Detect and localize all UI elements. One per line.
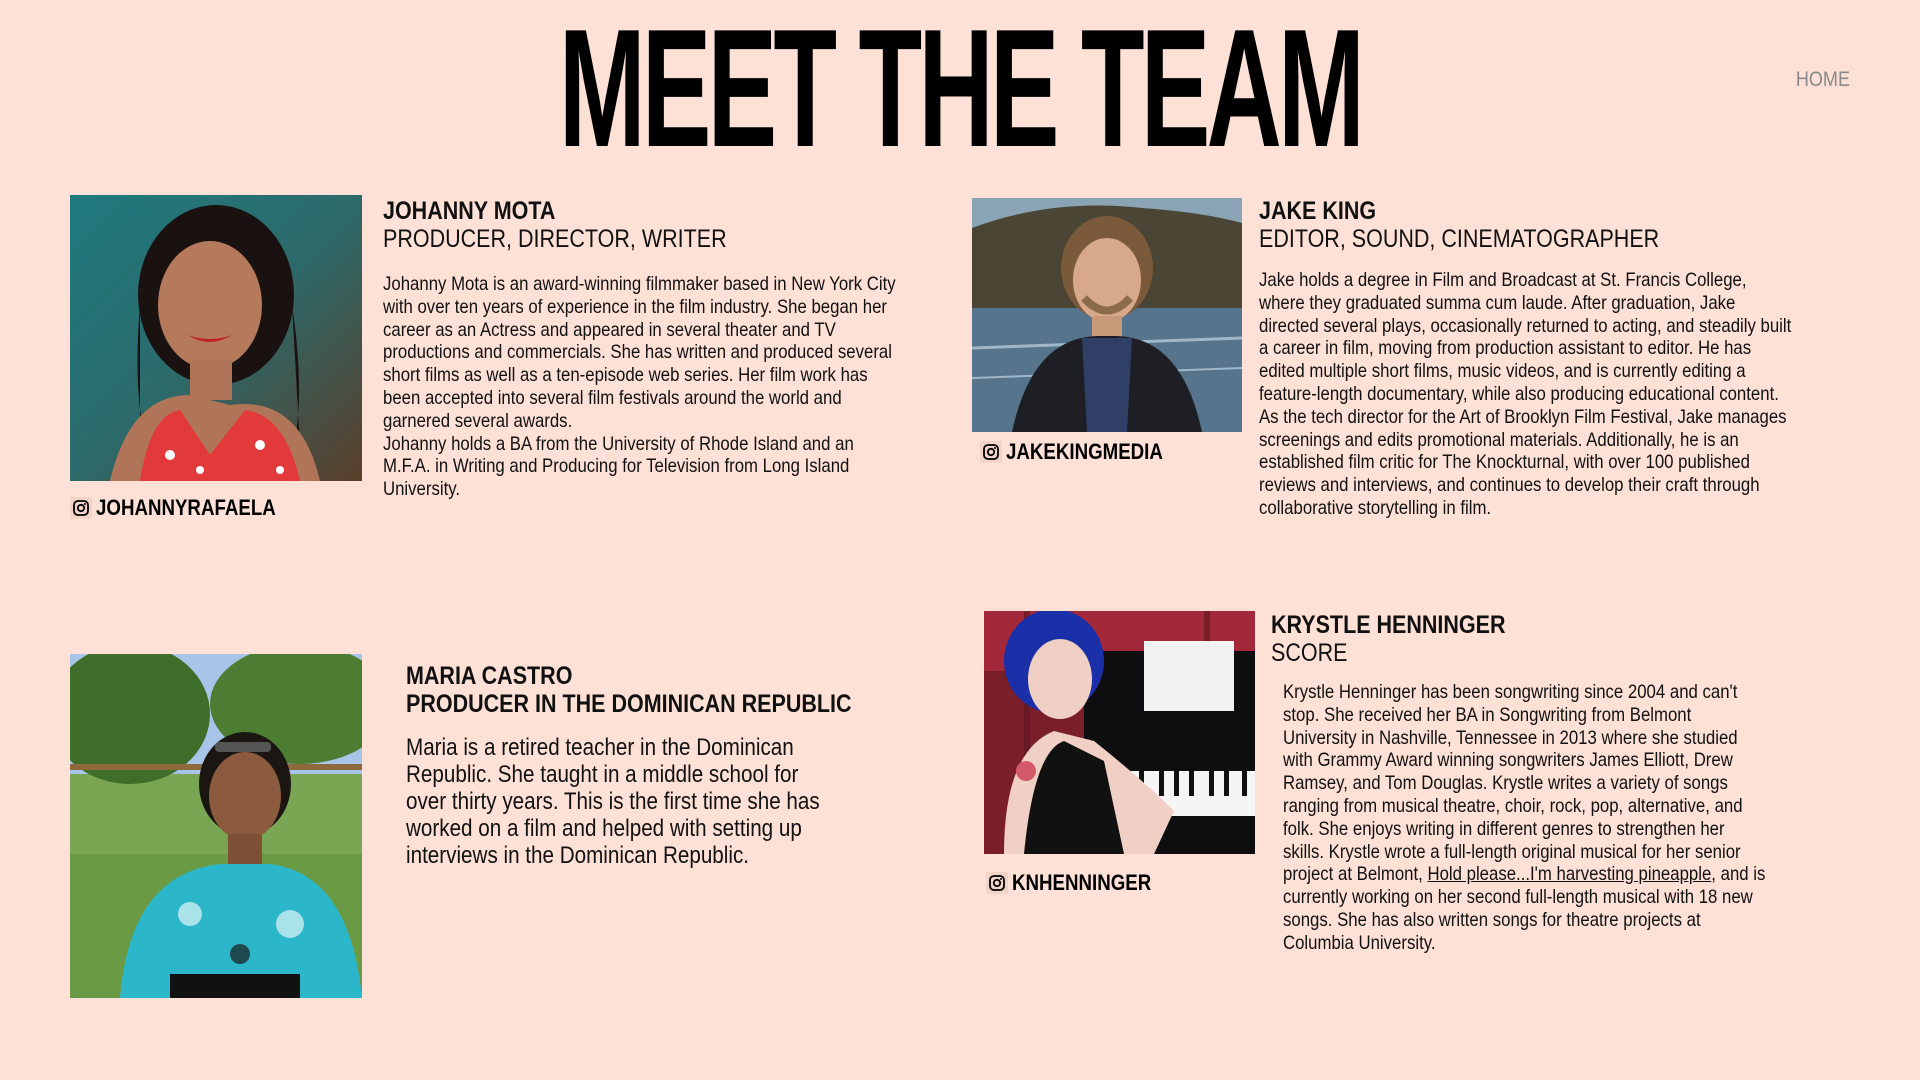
member-bio: Krystle Henninger has been songwriting since 2004 and can't stop. She received her BA in Songwriting from Belmont University in Nashville, Tennessee in 2013 where she studied with Grammy Award winning songwriters James Elliott, Drew Ramsey, and Tom Douglas. Krystle writes a variety of songs ranging from musical theatre, choir, rock, pop, alternative, and folk. She enjoys writing in different genres to strengthen her skills. Krystle wrote a full-length original musical for her senior project at Belmont, Hold please...I'm harvesting pineapple, and is currently working on her second full-length musical with 18 new songs. She has also written songs for theatre projects at Columbia University.	[1283, 681, 1766, 954]
member-name: KRYSTLE HENNINGER	[1271, 611, 1506, 639]
member-name: JOHANNY MOTA	[383, 197, 556, 225]
krystle-henninger-photo	[984, 611, 1255, 854]
member-role: EDITOR, SOUND, CINEMATOGRAPHER	[1259, 225, 1660, 253]
maria-castro-bio	[406, 662, 866, 869]
page-title: MEET THE TEAM	[558, 0, 1362, 182]
member-bio: Johanny Mota is an award-winning filmmaker based in New York City with over ten years of experience in the film industry. She began her career as an Actress and appeared in several theater and TV productions and commercials. She has written and produced several short films as well as a ten-episode web series. Her film work has been accepted into several film festivals around the world and garnered several awards.	[383, 273, 896, 432]
maria-castro-photo	[70, 654, 362, 998]
johanny-mota-photo	[70, 195, 362, 481]
instagram-icon	[980, 441, 1002, 463]
musical-title-link[interactable]: Hold please...I'm harvesting pineapple	[1427, 863, 1712, 886]
instagram-icon	[986, 872, 1008, 894]
member-name: JAKE KING	[1259, 197, 1377, 225]
member-bio-education: Johanny holds a BA from the University of Rhode Island and an M.F.A. in Writing and Producing for Television from Long Island University.	[383, 432, 854, 501]
krystle-henninger-bio	[1271, 611, 1871, 955]
jake-king-bio	[1259, 197, 1859, 520]
johanny-instagram-link[interactable]: JOHANNYRAFAELA	[70, 495, 307, 521]
instagram-icon	[70, 497, 92, 519]
member-role: PRODUCER IN THE DOMINICAN REPUBLIC	[406, 690, 852, 718]
krystle-instagram-link[interactable]: KNHENNINGER	[986, 870, 1176, 896]
home-link[interactable]: HOME	[1795, 68, 1850, 91]
jake-king-photo	[972, 198, 1242, 432]
johanny-mota-bio	[383, 197, 903, 501]
member-bio: Jake holds a degree in Film and Broadcast at St. Francis College, where they graduated summa cum laude. After graduation, Jake directed several plays, occasionally returned to acting, and steadily built a career in film, moving from production assistant to editor. He has edited multiple short films, music videos, and is currently editing a feature-length documentary, while also producing educational content. As the tech director for the Art of Brooklyn Film Festival, Jake manages screenings and edits promotional materials. Additionally, he is an established film critic for The Knockturnal, with over 100 published reviews and interviews, and continues to develop their craft through collaborative storytelling in film.	[1259, 269, 1792, 519]
jake-instagram-link[interactable]: JAKEKINGMEDIA	[980, 439, 1191, 465]
member-role: SCORE	[1271, 639, 1348, 667]
member-role: PRODUCER, DIRECTOR, WRITER	[383, 225, 727, 253]
member-bio: Maria is a retired teacher in the Dominican Republic. She taught in a middle school for over thirty years. This is the first time she has worked on a film and helped with setting up interviews in the Dominican Republic.	[406, 734, 820, 869]
member-name: MARIA CASTRO	[406, 662, 573, 690]
